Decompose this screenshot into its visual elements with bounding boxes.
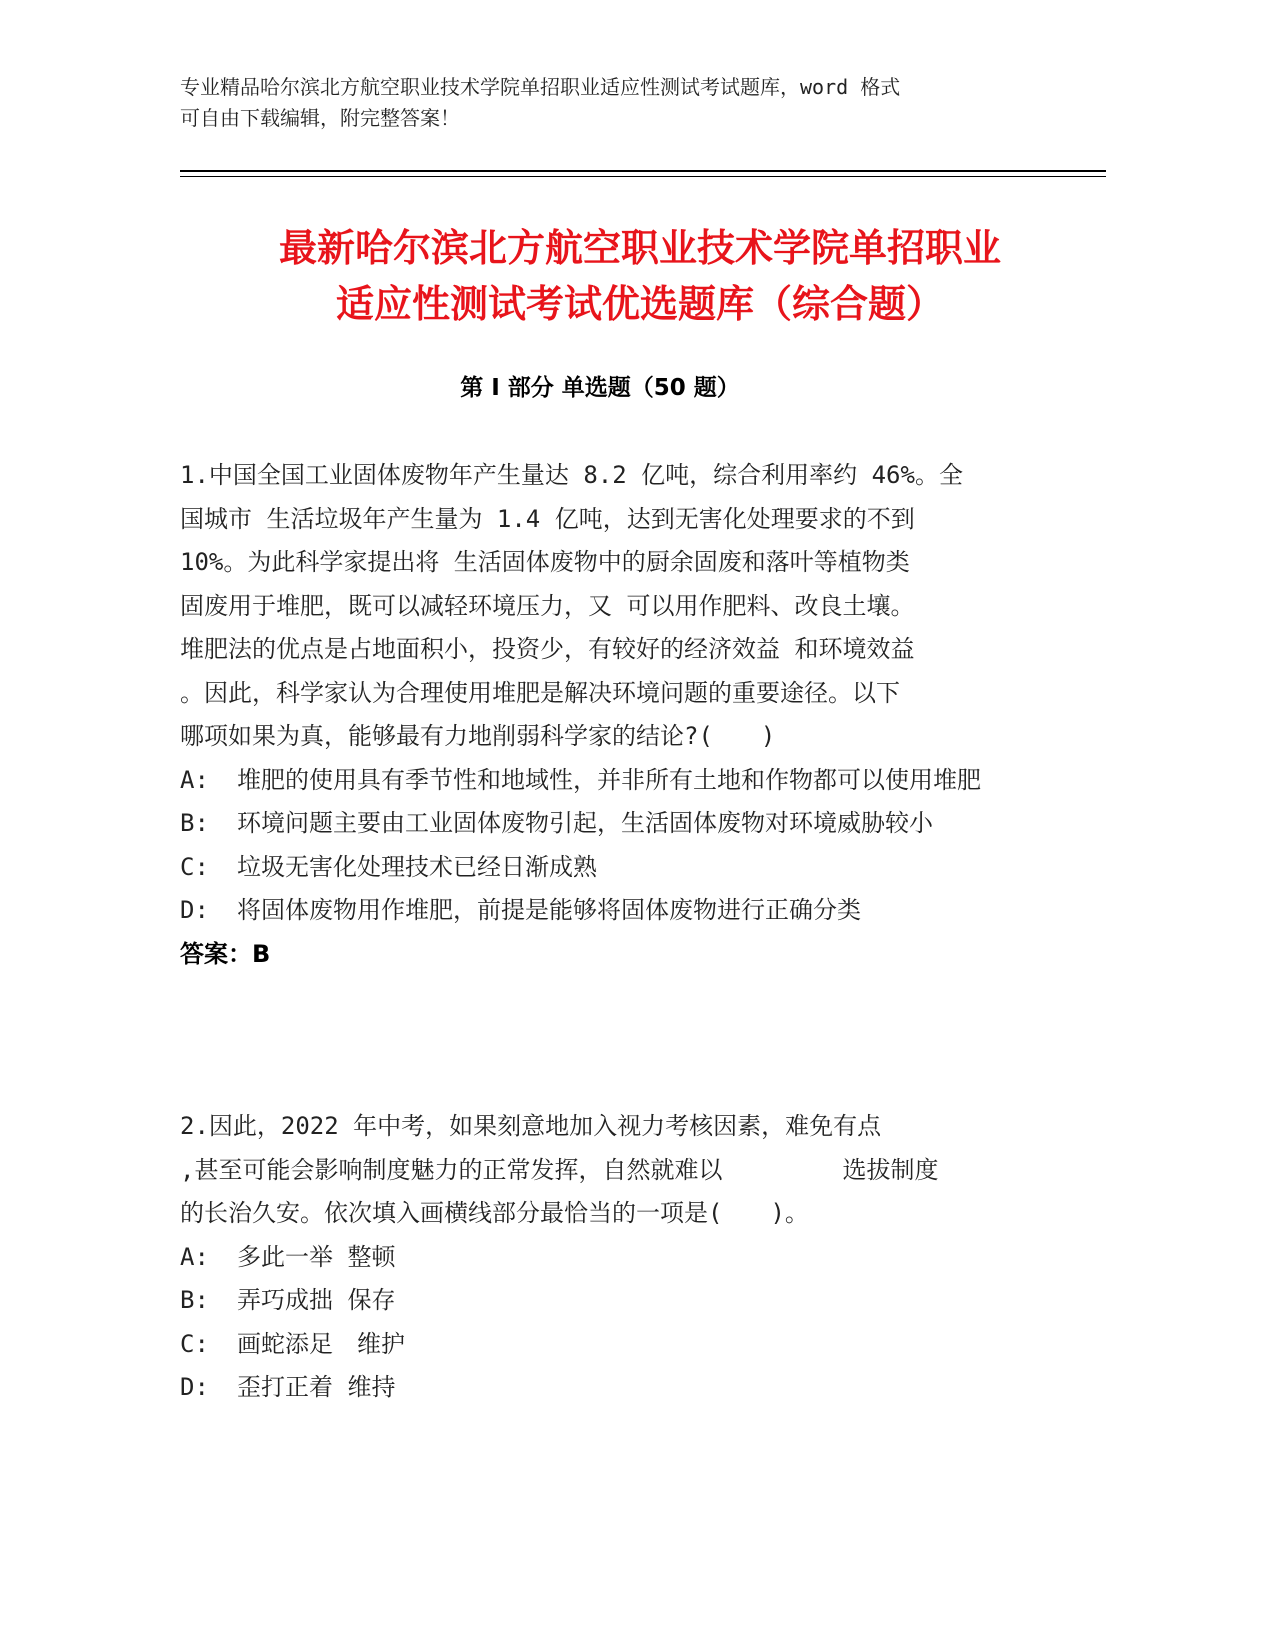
question-1 (180, 454, 1040, 976)
option-text: 画蛇添足 维护 (237, 1329, 405, 1358)
option-letter: C: (180, 1329, 209, 1358)
header-note (180, 72, 1040, 134)
option-c (180, 846, 1040, 890)
header-divider (180, 170, 1106, 172)
option-letter: C: (180, 852, 209, 881)
question-stem-line: 2.因此，2022 年中考，如果刻意地加入视力考核因素，难免有点 (180, 1112, 882, 1140)
question-stem-line: 哪项如果为真，能够最有力地削弱科学家的结论?( ) (180, 722, 776, 750)
header-note-line: 专业精品哈尔滨北方航空职业技术学院单招职业适应性测试考试题库，word 格式 (180, 75, 901, 99)
question-stem-line: 1.中国全国工业固体废物年产生量达 8.2 亿吨，综合利用率约 46%。全 (180, 461, 963, 489)
question-stem-line: 的长治久安。依次填入画横线部分最恰当的一项是( )。 (180, 1199, 809, 1227)
option-letter: D: (180, 1373, 209, 1401)
question-2 (180, 1105, 1040, 1410)
document-title (160, 220, 1120, 332)
option-d (180, 889, 1040, 933)
question-stem-line: 。因此，科学家认为合理使用堆肥是解决环境问题的重要途径。以下 (180, 678, 900, 707)
option-letter: A: (180, 765, 209, 794)
option-a (180, 1236, 1040, 1280)
question-stem-line: 固废用于堆肥，既可以减轻环境压力，又 可以用作肥料、改良土壤。 (180, 591, 915, 620)
section-heading: 第 I 部分 单选题（50 题） (460, 375, 740, 401)
option-a (180, 759, 1040, 803)
option-c (180, 1323, 1040, 1367)
question-stem-line: 10%。为此科学家提出将 生活固体废物中的厨余固废和落叶等植物类 (180, 548, 910, 576)
option-text: 弄巧成拙 保存 (237, 1286, 396, 1314)
option-text: 堆肥的使用具有季节性和地域性，并非所有土地和作物都可以使用堆肥 (237, 765, 981, 794)
document-title-line: 最新哈尔滨北方航空职业技术学院单招职业 (278, 226, 1001, 270)
option-text: 环境问题主要由工业固体废物引起，生活固体废物对环境威胁较小 (237, 809, 933, 837)
option-text: 多此一举 整顿 (237, 1242, 396, 1271)
option-text: 歪打正着 维持 (237, 1373, 396, 1401)
option-letter: B: (180, 1286, 209, 1314)
document-title-line: 适应性测试考试优选题库（综合题） (335, 282, 944, 326)
option-b (180, 802, 1040, 846)
header-note-line: 可自由下载编辑，附完整答案！ (180, 106, 460, 130)
header-divider (180, 176, 1106, 177)
option-d (180, 1366, 1040, 1410)
option-text: 垃圾无害化处理技术已经日渐成熟 (237, 852, 597, 881)
question-stem-line: 堆肥法的优点是占地面积小，投资少，有较好的经济效益 和环境效益 (180, 635, 915, 663)
question-stem-line: 国城市 生活垃圾年产生量为 1.4 亿吨，达到无害化处理要求的不到 (180, 504, 915, 533)
question-stem-line: ,甚至可能会影响制度魅力的正常发挥，自然就难以 选拔制度 (180, 1155, 939, 1184)
option-letter: B: (180, 809, 209, 837)
option-text: 将固体废物用作堆肥，前提是能够将固体废物进行正确分类 (237, 896, 861, 924)
option-b (180, 1279, 1040, 1323)
option-letter: D: (180, 896, 209, 924)
answer-label: 答案：B (180, 939, 271, 968)
option-letter: A: (180, 1242, 209, 1271)
